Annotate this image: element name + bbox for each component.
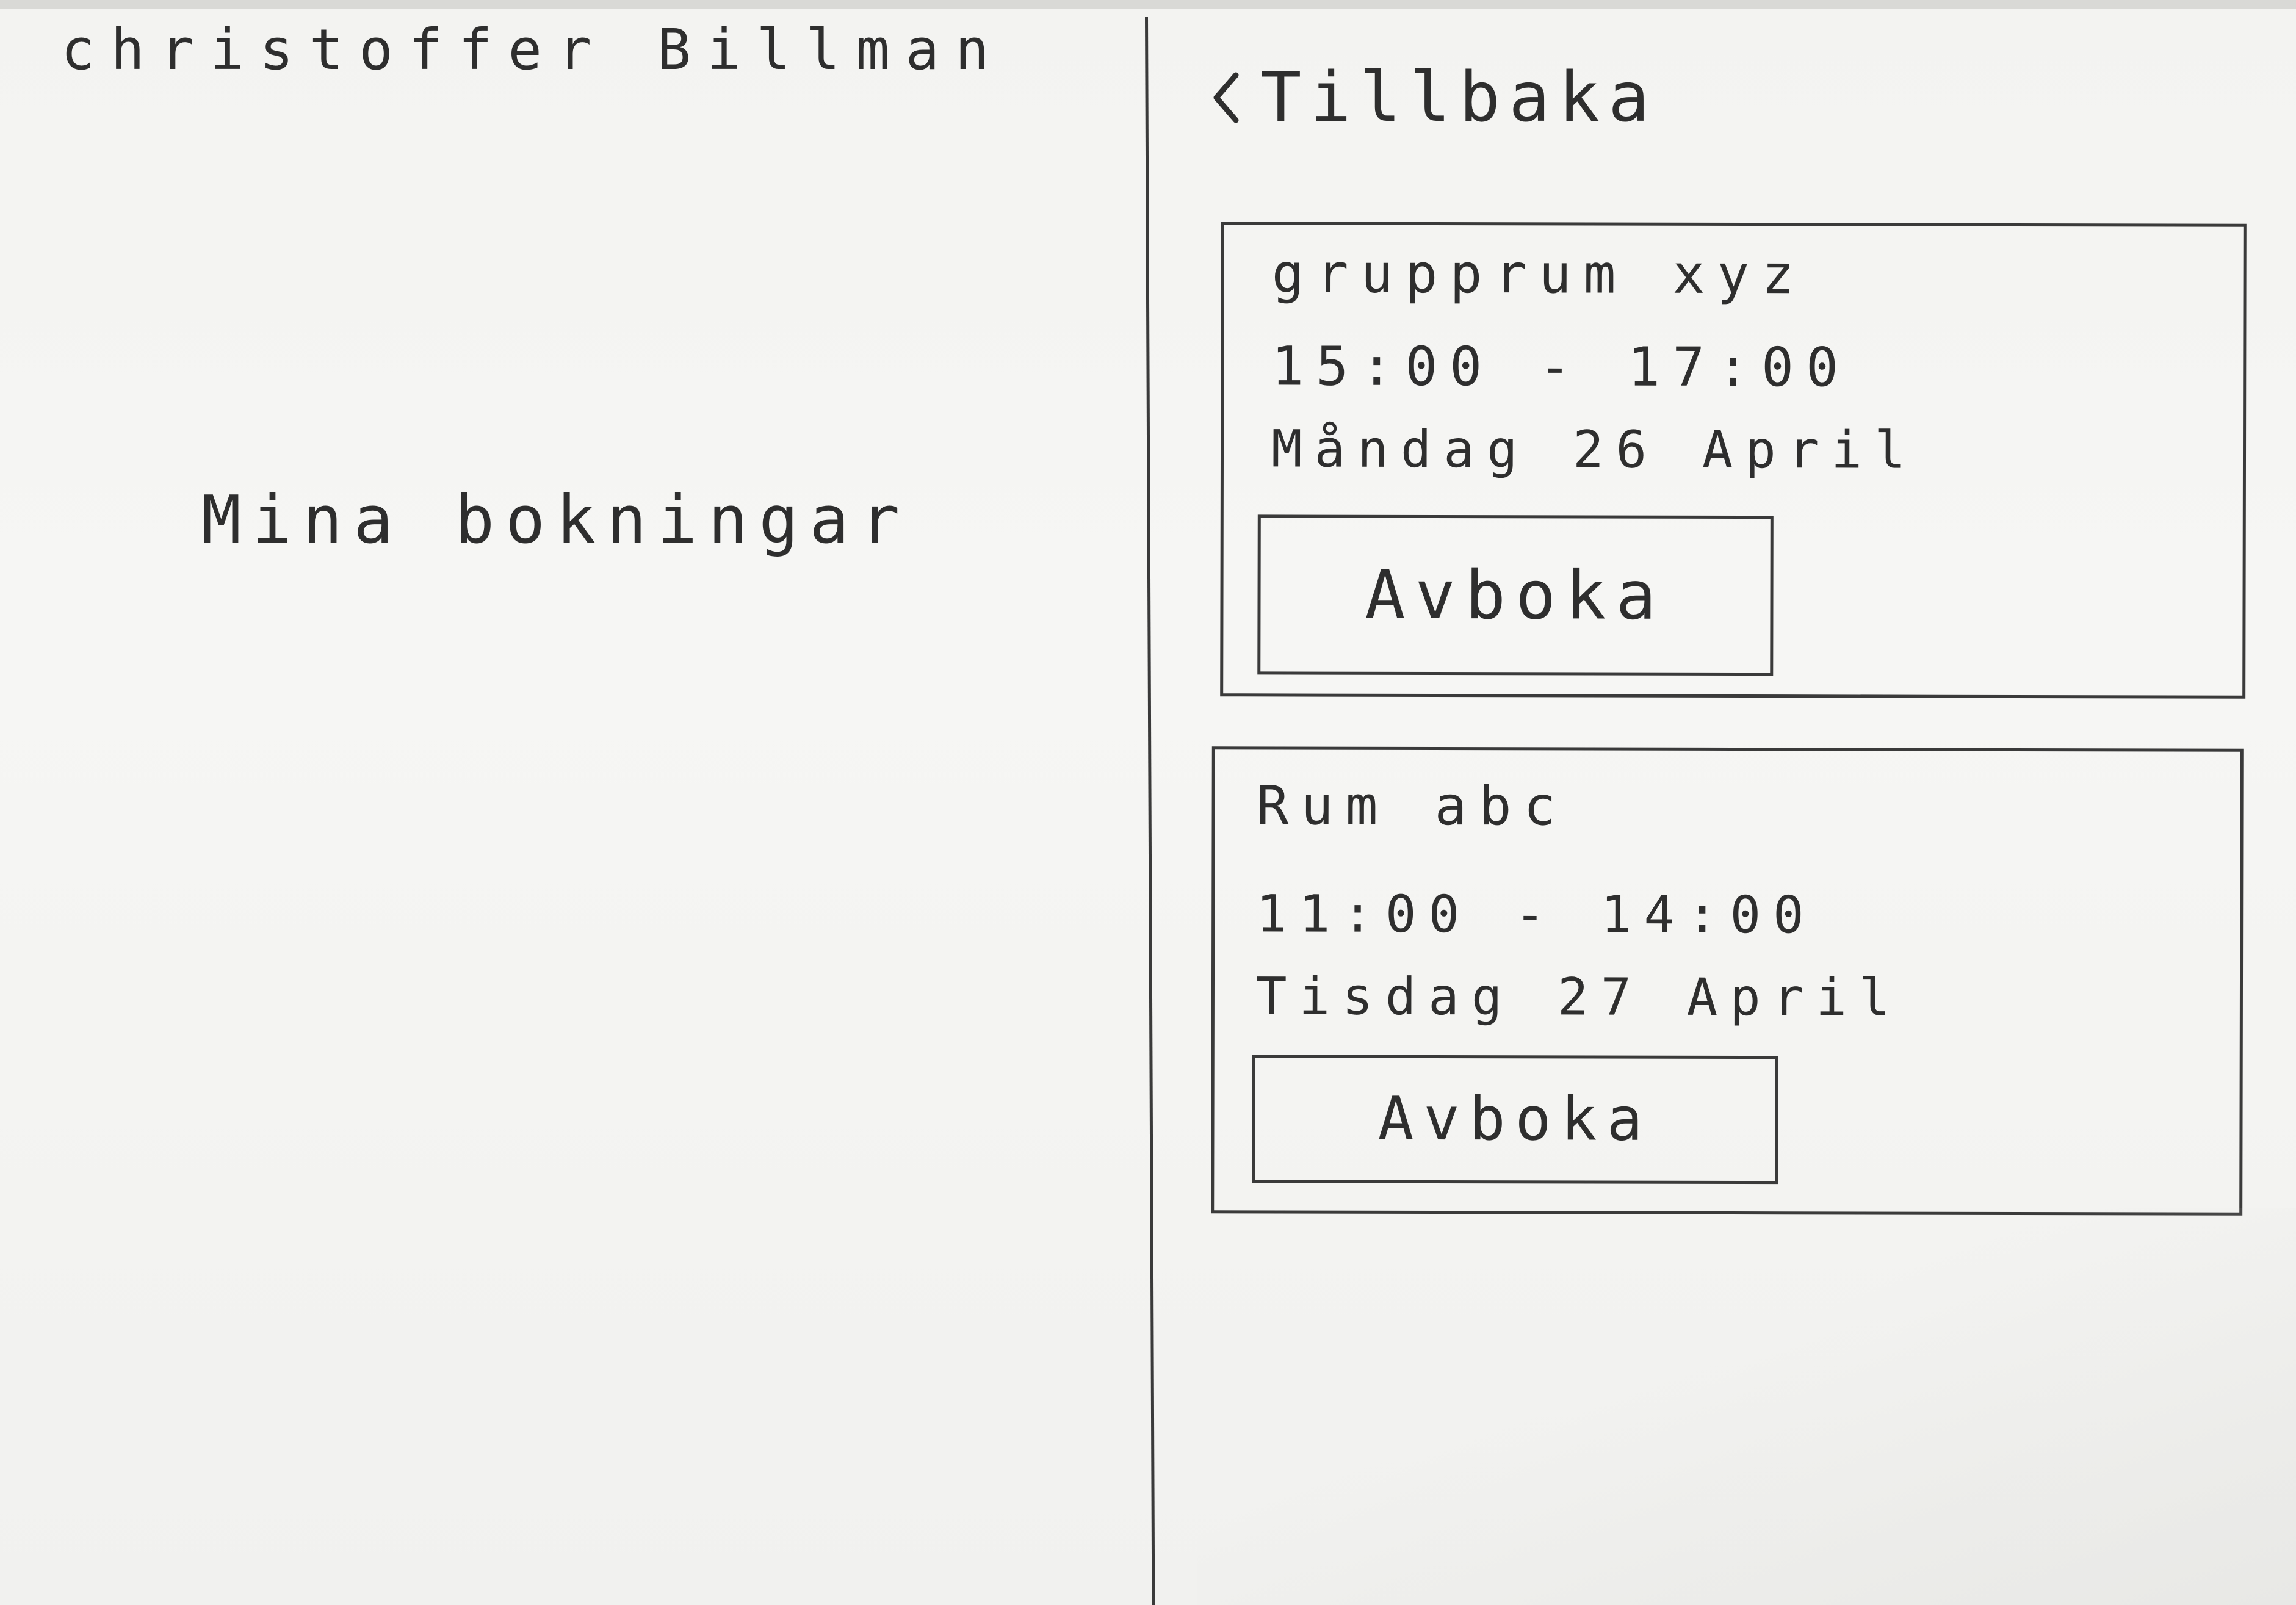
booking-room: Rum abc — [1256, 774, 1569, 838]
booking-date: Tisdag 27 April — [1255, 966, 1902, 1028]
booking-time: 11:00 - 14:00 — [1256, 884, 1816, 945]
booking-card — [1220, 222, 2247, 699]
user-name: christoffer Billman — [61, 17, 1005, 82]
chevron-left-icon — [1211, 71, 1240, 124]
booking-room: grupprum xyz — [1271, 242, 1807, 306]
cancel-booking-button[interactable]: Avboka — [1257, 514, 1774, 676]
booking-date: Måndag 26 April — [1271, 419, 1918, 480]
back-button[interactable] — [1211, 58, 1658, 137]
my-bookings-heading[interactable]: Mina bokningar — [201, 482, 911, 558]
back-label: Tillbaka — [1260, 58, 1658, 137]
pane-divider — [1145, 17, 1155, 1605]
cancel-booking-button[interactable]: Avboka — [1252, 1055, 1778, 1184]
booking-time: 15:00 - 17:00 — [1271, 334, 1851, 399]
booking-card — [1211, 746, 2244, 1216]
